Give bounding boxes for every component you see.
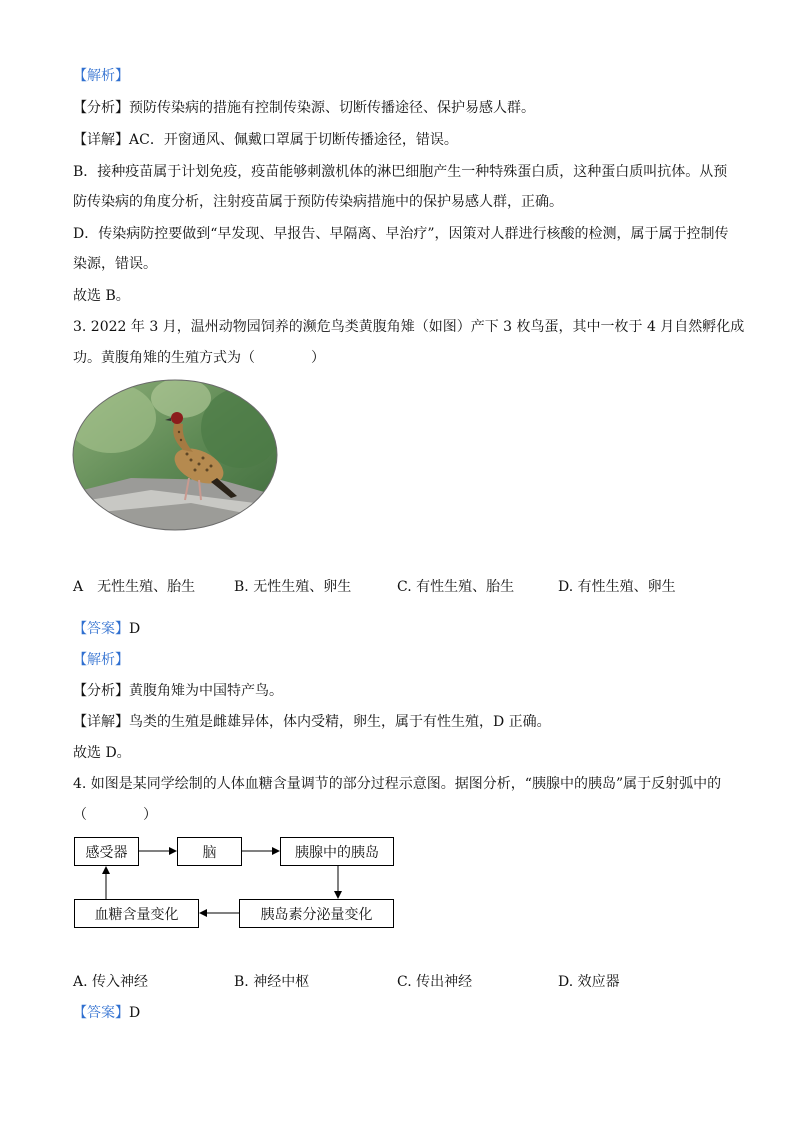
q3-detail-tag: 【详解】 — [73, 714, 129, 730]
q3-analysis-line — [73, 682, 283, 700]
q3-analysis-heading: 【解析】 — [73, 652, 129, 668]
brain-box: 脑 — [177, 837, 242, 866]
q3-analysis-tag: 【分析】 — [73, 683, 129, 699]
q3-answer-line — [73, 620, 140, 638]
q4-option-d: D. 效应器 — [558, 974, 620, 990]
q2-analysis-tag: 【分析】 — [73, 100, 129, 116]
q4-answer-line — [73, 1004, 140, 1022]
q4-answer-tag: 【答案】 — [73, 1005, 129, 1021]
q3-answer: D — [129, 621, 141, 637]
q4-stem-line1: 4. 如图是某同学绘制的人体血糖含量调节的部分过程示意图。据图分析，“胰腺中的胰岛”属于反射弧中的 — [73, 776, 722, 792]
q3-option-d: D. 有性生殖、卵生 — [558, 579, 676, 595]
secretion-box: 胰岛素分泌量变化 — [239, 899, 394, 928]
q3-option-a: A 无性生殖、胎生 — [73, 579, 196, 595]
q2-option-b-line1: B．接种疫苗属于计划免疫，疫苗能够刺激机体的淋巴细胞产生一种特殊蛋白质，这种蛋白质叫抗体。从预 — [73, 164, 728, 180]
q3-stem-line2: 功。黄腹角雉的生殖方式为（ ） — [73, 350, 325, 366]
q4-option-b: B. 神经中枢 — [234, 974, 310, 990]
glucose-box: 血糖含量变化 — [74, 899, 199, 928]
q2-analysis-line — [73, 99, 535, 117]
q2-detail-text: AC．开窗通风、佩戴口罩属于切断传播途径，错误。 — [129, 132, 458, 148]
q3-answer-tag: 【答案】 — [73, 621, 129, 637]
pheasant-photo — [71, 378, 279, 532]
q2-analysis-text: 预防传染病的措施有控制传染源、切断传播途径、保护易感人群。 — [129, 100, 535, 116]
receptor-box: 感受器 — [74, 837, 139, 866]
q3-stem-line1: 3. 2022 年 3 月，温州动物园饲养的濒危鸟类黄腹角雉（如图）产下 3 枚鸟蛋，其中一枚于 4 月自然孵化成 — [73, 319, 745, 335]
q2-detail-tag: 【详解】 — [73, 132, 129, 148]
q4-answer: D — [129, 1005, 141, 1021]
q2-analysis-heading: 【解析】 — [73, 68, 129, 84]
q2-detail-line — [73, 131, 458, 149]
q2-option-d-line2: 染源，错误。 — [73, 256, 157, 272]
q3-detail-text: 鸟类的生殖是雌雄异体，体内受精，卵生，属于有性生殖，D 正确。 — [129, 714, 551, 730]
q3-option-b: B. 无性生殖、卵生 — [234, 579, 352, 595]
q3-analysis-text: 黄腹角雉为中国特产鸟。 — [129, 683, 283, 699]
q2-option-b-line2: 防传染病的角度分析，注射疫苗属于预防传染病措施中的保护易感人群，正确。 — [73, 194, 563, 210]
q3-conclusion: 故选 D。 — [73, 745, 131, 761]
q2-conclusion: 故选 B。 — [73, 288, 130, 304]
q4-option-a: A. 传入神经 — [73, 974, 149, 990]
q4-option-c: C. 传出神经 — [397, 974, 473, 990]
q4-stem-line2: （ ） — [73, 807, 157, 823]
q3-detail-line — [73, 713, 551, 731]
q3-option-c: C. 有性生殖、胎生 — [397, 579, 515, 595]
pancreas-box: 胰腺中的胰岛 — [280, 837, 394, 866]
q2-option-d-line1: D．传染病防控要做到“早发现、早报告、早隔离、早治疗”，因策对人群进行核酸的检测，属于属于控制传 — [73, 226, 729, 242]
